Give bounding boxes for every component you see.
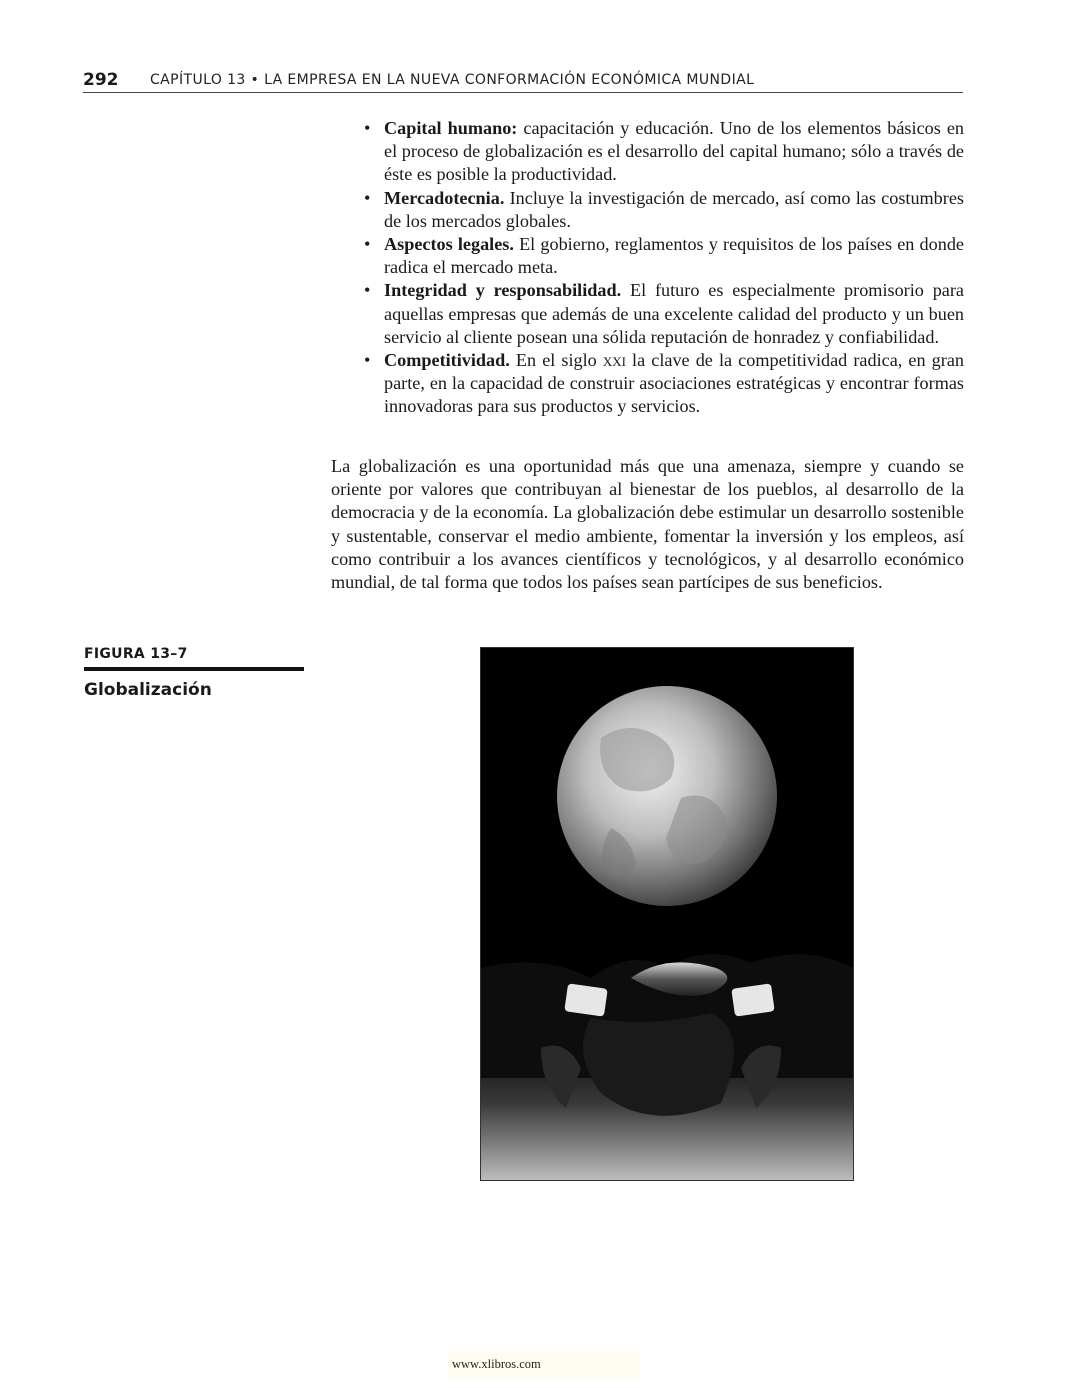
bullet-term: Aspectos legales. — [384, 234, 514, 255]
list-item — [360, 349, 964, 419]
globe-handshake-icon — [481, 648, 853, 1180]
bullet-icon: • — [364, 118, 371, 138]
bullet-term: Mercadotecnia. — [384, 187, 505, 208]
bullet-icon: • — [364, 280, 371, 301]
bullet-term: Capital humano: — [384, 118, 518, 138]
bullet-text: capacitación y educación. Uno de los elementos básicos en el proceso de globalización es el desarrollo del capital humano; sólo a través de éste es posible la productividad. — [384, 118, 965, 185]
bullet-term: Competitividad. — [384, 350, 510, 371]
list-item — [360, 187, 964, 233]
list-item — [360, 233, 964, 279]
bullet-icon: • — [364, 234, 371, 255]
century-numeral: xxi — [602, 350, 626, 371]
figure-image — [480, 647, 854, 1181]
body-paragraph: La globalización es una oportunidad más que una amenaza, siempre y cuando se oriente por valores que contribuyan al bienestar de los pueblos, al desarrollo de la democracia y de la economía. La globalización debe estimular un desarrollo sostenible y sustentable, conservar el medio ambiente, fomentar la inversión y los empleos, así como contribuir a los avances científicos y tecnológicos, y al desarrollo económico mundial, de tal forma que todos los países sean partícipes de sus beneficios. — [331, 456, 964, 593]
figure-label: FIGURA 13–7 — [84, 646, 188, 662]
watermark-text: www.xlibros.com — [452, 1357, 541, 1371]
bullet-term: Integridad y responsabilidad. — [384, 280, 622, 301]
bullet-text: En el siglo — [509, 350, 603, 371]
figure-rule — [84, 667, 304, 671]
bullet-icon: • — [364, 350, 371, 371]
list-item — [360, 117, 964, 187]
bullet-text: El gobierno, reglamentos y requisitos de los países en donde radica el mercado meta. — [384, 234, 964, 278]
page-number: 292 — [83, 70, 119, 90]
bullet-icon: • — [364, 187, 371, 208]
list-item — [360, 279, 964, 349]
running-head: CAPÍTULO 13 • LA EMPRESA EN LA NUEVA CONFORMACIÓN ECONÓMICA MUNDIAL — [150, 72, 755, 88]
bullet-text: Incluye la investigación de mercado, así como las costumbres de los mercados globales. — [384, 187, 964, 231]
bullet-text: la clave de la competitividad radica, en gran parte, en la capacidad de construir asociaciones estratégicas y encontrar formas innovadoras para sus productos y servicios. — [384, 350, 964, 417]
bullet-list — [360, 117, 964, 419]
page-header — [83, 68, 963, 93]
figure-title: Globalización — [84, 680, 212, 700]
bullet-text: El futuro es especialmente promisorio para aquellas empresas que además de una excelente calidad del producto y un buen servicio al cliente posean una sólida reputación de honradez y confiabilidad. — [384, 280, 964, 347]
watermark-footer — [448, 1352, 640, 1378]
